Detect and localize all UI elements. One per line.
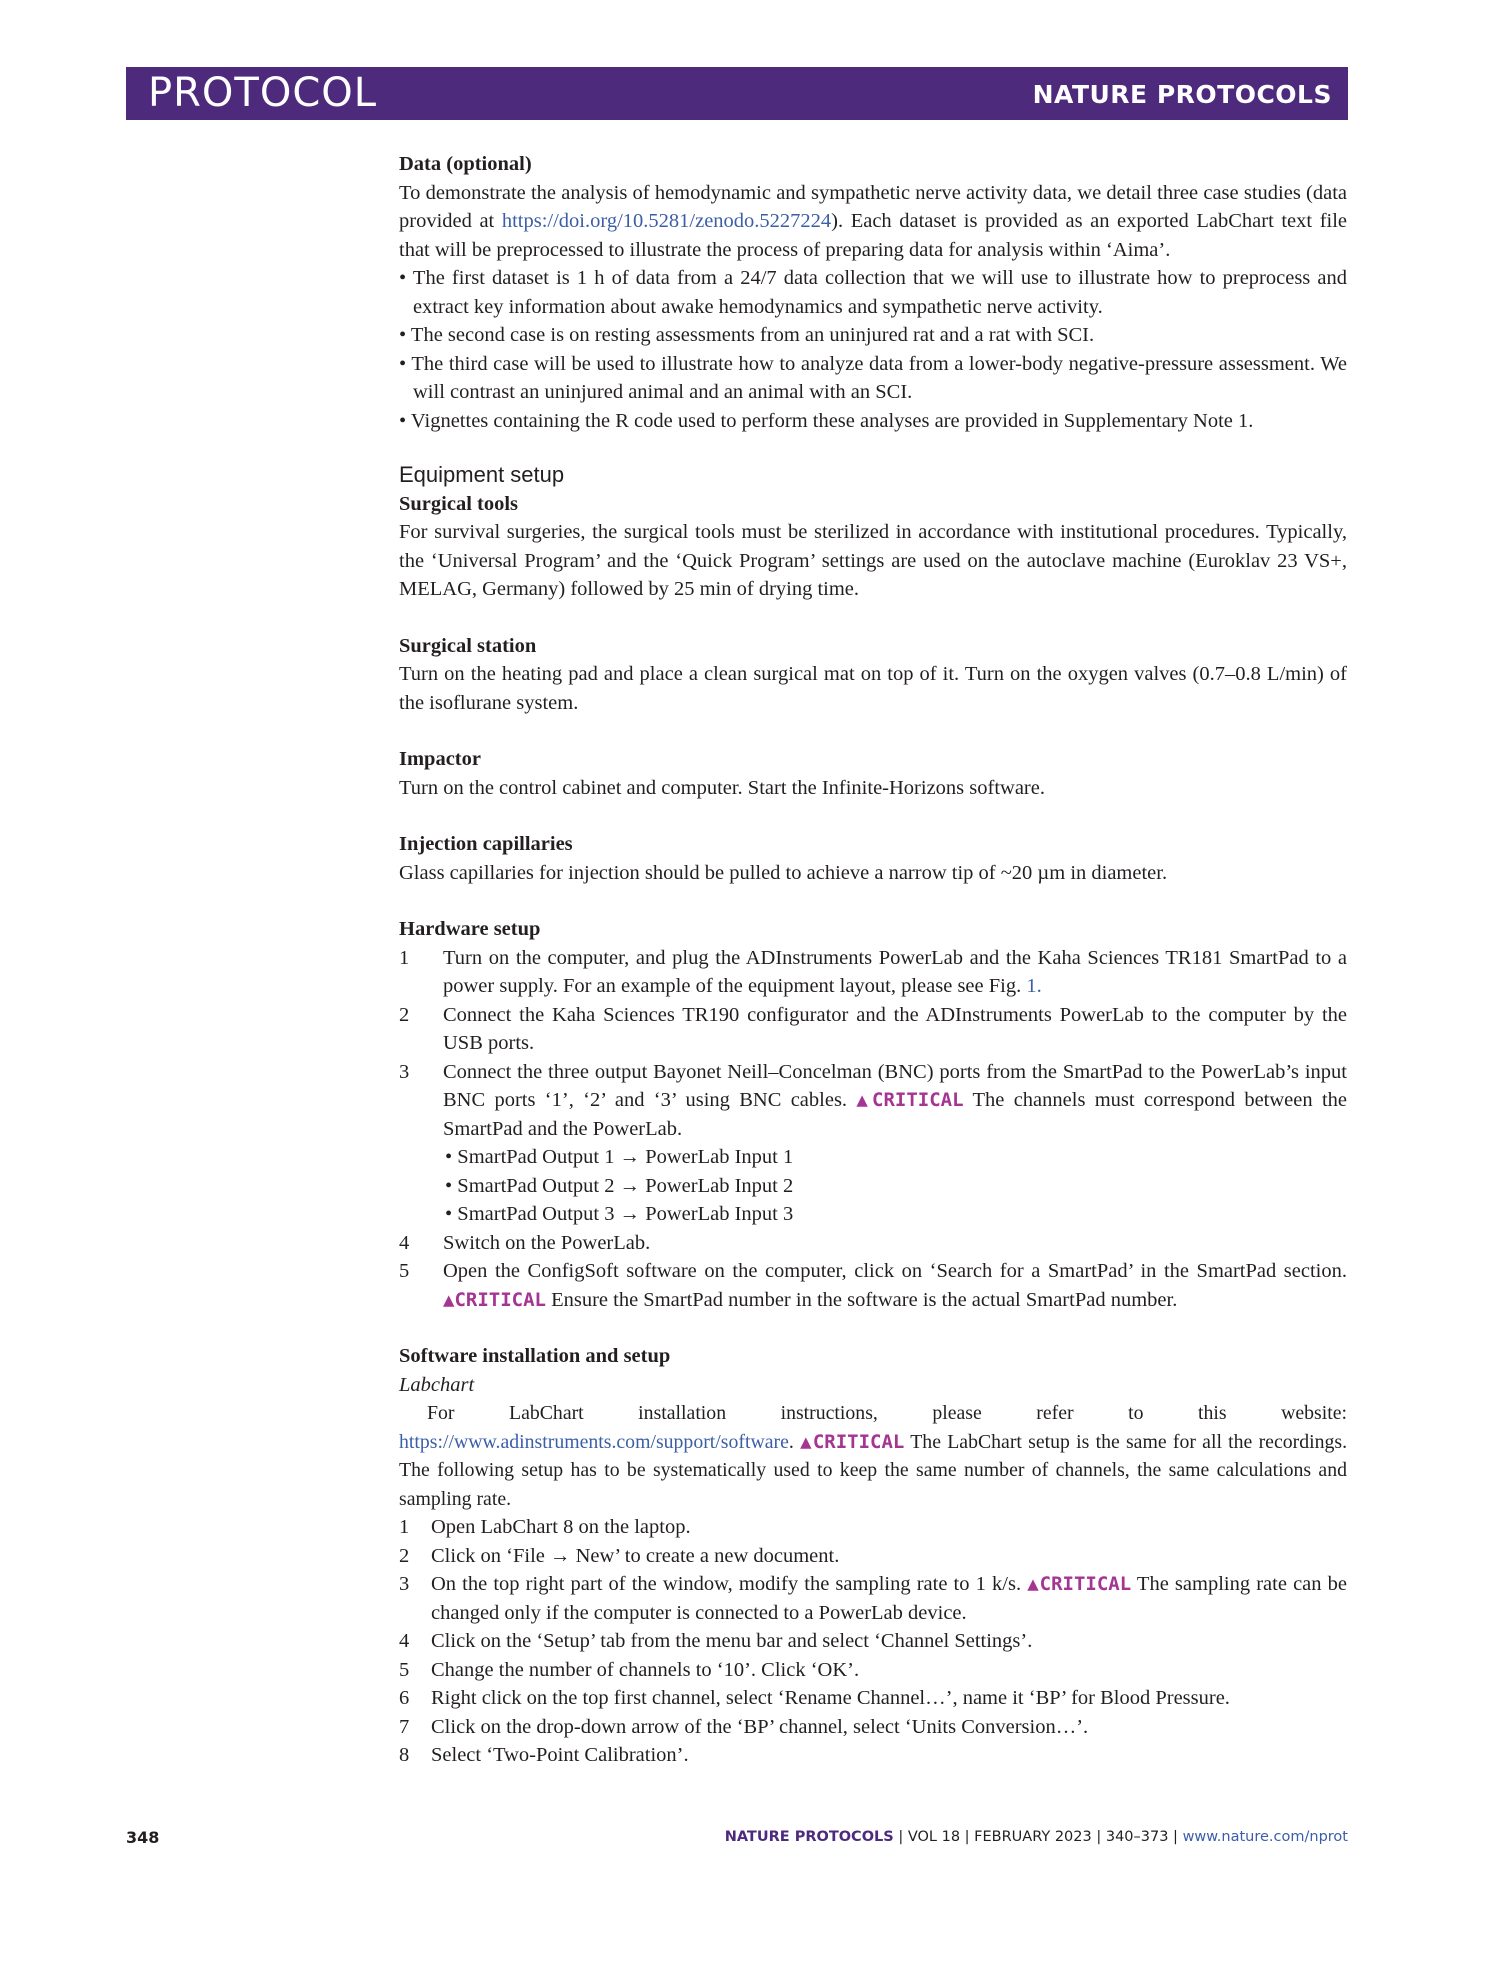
page-body	[399, 150, 1347, 1770]
list-item: • The third case will be used to illustrate how to analyze data from a lower-body negative-pressure assessment. We will contrast an uninjured animal and an animal with an SCI.	[399, 352, 1347, 403]
labchart-subheading: Labchart	[399, 1373, 475, 1396]
page-number: 348	[126, 1828, 160, 1847]
critical-marker: ▲CRITICAL	[1027, 1573, 1132, 1595]
hardware-step-3: 3 Connect the three output Bayonet Neill–Concelman (BNC) ports from the SmartPad to the PowerLab’s input BNC ports ‘1’, ‘2’ and ‘3’ using BNC cables. ▲CRITICAL The channels must correspond between the SmartPad and the PowerLab.	[399, 1060, 1348, 1140]
hardware-step-4: 4 Switch on the PowerLab.	[399, 1231, 651, 1254]
surgical-tools-heading: Surgical tools	[399, 492, 519, 515]
software-step-4: 4 Click on the ‘Setup’ tab from the menu bar and select ‘Channel Settings’.	[399, 1630, 1033, 1652]
software-step-7: 7 Click on the drop-down arrow of the ‘BP’ channel, select ‘Units Conversion…’.	[399, 1715, 1089, 1738]
list-item: • The first dataset is 1 h of data from a 24/7 data collection that we will use to illustrate how to preprocess and extract key information about awake hemodynamics and sympathetic nerve activity.	[399, 267, 1347, 318]
footer-citation: NATURE PROTOCOLS | VOL 18 | FEBRUARY 2023 | 340–373 | www.nature.com/nprot	[724, 1829, 1348, 1845]
hardware-step-5: 5 Open the ConfigSoft software on the computer, click on ‘Search for a SmartPad’ in the SmartPad section. ▲CRITICAL Ensure the SmartPad number in the software is the actual SmartPad number.	[399, 1260, 1347, 1311]
list-item: • Vignettes containing the R code used to perform these analyses are provided in Supplementary Note 1.	[399, 409, 1254, 432]
hardware-heading: Hardware setup	[399, 918, 541, 940]
software-step-2: 2 Click on ‘File → New’ to create a new document.	[399, 1544, 840, 1567]
section-label: PROTOCOL	[148, 70, 378, 116]
surgical-tools-text: For survival surgeries, the surgical tools must be sterilized in accordance with institutional procedures. Typically, the ‘Universal Program’ and the ‘Quick Program’ settings are used on the autoclave machine (Euroklav 23 VS+, MELAG, Germany) followed by 25 min of drying time.	[399, 521, 1347, 600]
critical-marker: ▲CRITICAL	[443, 1288, 546, 1311]
impactor-heading: Impactor	[399, 748, 481, 770]
list-item: • The second case is on resting assessments from an uninjured rat and a rat with SCI.	[399, 324, 1095, 346]
surgical-station-text: Turn on the heating pad and place a clean surgical mat on top of it. Turn on the oxygen valves (0.7–0.8 L/min) of the isoflurane system.	[399, 663, 1347, 714]
data-optional-paragraph: To demonstrate the analysis of hemodynamic and sympathetic nerve activity data, we detail three case studies (data provided at https://doi.org/10.5281/zenodo.5227224). Each dataset is provided as an exported LabChart text file that will be preprocessed to illustrate the process of preparing data for analysis within ‘Aima’.	[399, 181, 1348, 261]
software-step-6: 6 Right click on the top first channel, select ‘Rename Channel…’, name it ‘BP’ for Blood Pressure.	[399, 1687, 1230, 1709]
injection-heading: Injection capillaries	[399, 833, 573, 855]
zenodo-link[interactable]: https://doi.org/10.5281/zenodo.5227224	[501, 210, 832, 232]
data-optional-heading: Data (optional)	[399, 153, 532, 175]
figure-link[interactable]: 1.	[1026, 975, 1042, 997]
critical-marker: ▲CRITICAL	[856, 1089, 964, 1111]
hardware-step-2: 2 Connect the Kaha Sciences TR190 configurator and the ADInstruments PowerLab to the computer by the USB ports.	[399, 1003, 1347, 1054]
hardware-step-1: 1 Turn on the computer, and plug the ADInstruments PowerLab and the Kaha Sciences TR181 SmartPad to a power supply. For an example of the equipment layout, please see Fig. 1.	[399, 946, 1347, 997]
software-heading: Software installation and setup	[399, 1345, 671, 1367]
list-item: • SmartPad Output 3 → PowerLab Input 3	[445, 1203, 794, 1225]
list-item: • SmartPad Output 1 → PowerLab Input 1	[445, 1146, 794, 1168]
critical-marker: ▲CRITICAL	[800, 1430, 905, 1453]
software-step-1: 1 Open LabChart 8 on the laptop.	[399, 1516, 691, 1538]
equipment-heading: Equipment setup	[399, 462, 565, 487]
adinstruments-link[interactable]: https://www.adinstruments.com/support/software	[399, 1430, 789, 1453]
injection-text: Glass capillaries for injection should be pulled to achieve a narrow tip of ~20 µm in diameter.	[399, 861, 1168, 884]
surgical-station-heading: Surgical station	[399, 634, 537, 657]
software-step-3: 3 On the top right part of the window, modify the sampling rate to 1 k/s. ▲CRITICAL The sampling rate can be changed only if the computer is connected to a PowerLab device.	[399, 1573, 1348, 1624]
list-item: • SmartPad Output 2 → PowerLab Input 2	[445, 1174, 794, 1197]
journal-url-link[interactable]: www.nature.com/nprot	[1182, 1829, 1348, 1845]
software-step-8: 8 Select ‘Two-Point Calibration’.	[399, 1744, 689, 1766]
labchart-intro: For LabChart installation instructions, please refer to this website: https://www.adinstruments.com/support/software. ▲CRITICAL The LabChart setup is the same for all the recordings. The following setup has to be systematically used to keep the same number of channels, the same calculations and sampling rate.	[399, 1402, 1348, 1510]
impactor-text: Turn on the control cabinet and computer. Start the Infinite-Horizons software.	[399, 776, 1045, 799]
journal-label: NATURE PROTOCOLS	[1032, 80, 1332, 109]
software-step-5: 5 Change the number of channels to ‘10’. Click ‘OK’.	[399, 1658, 860, 1681]
header-banner	[126, 67, 1348, 120]
